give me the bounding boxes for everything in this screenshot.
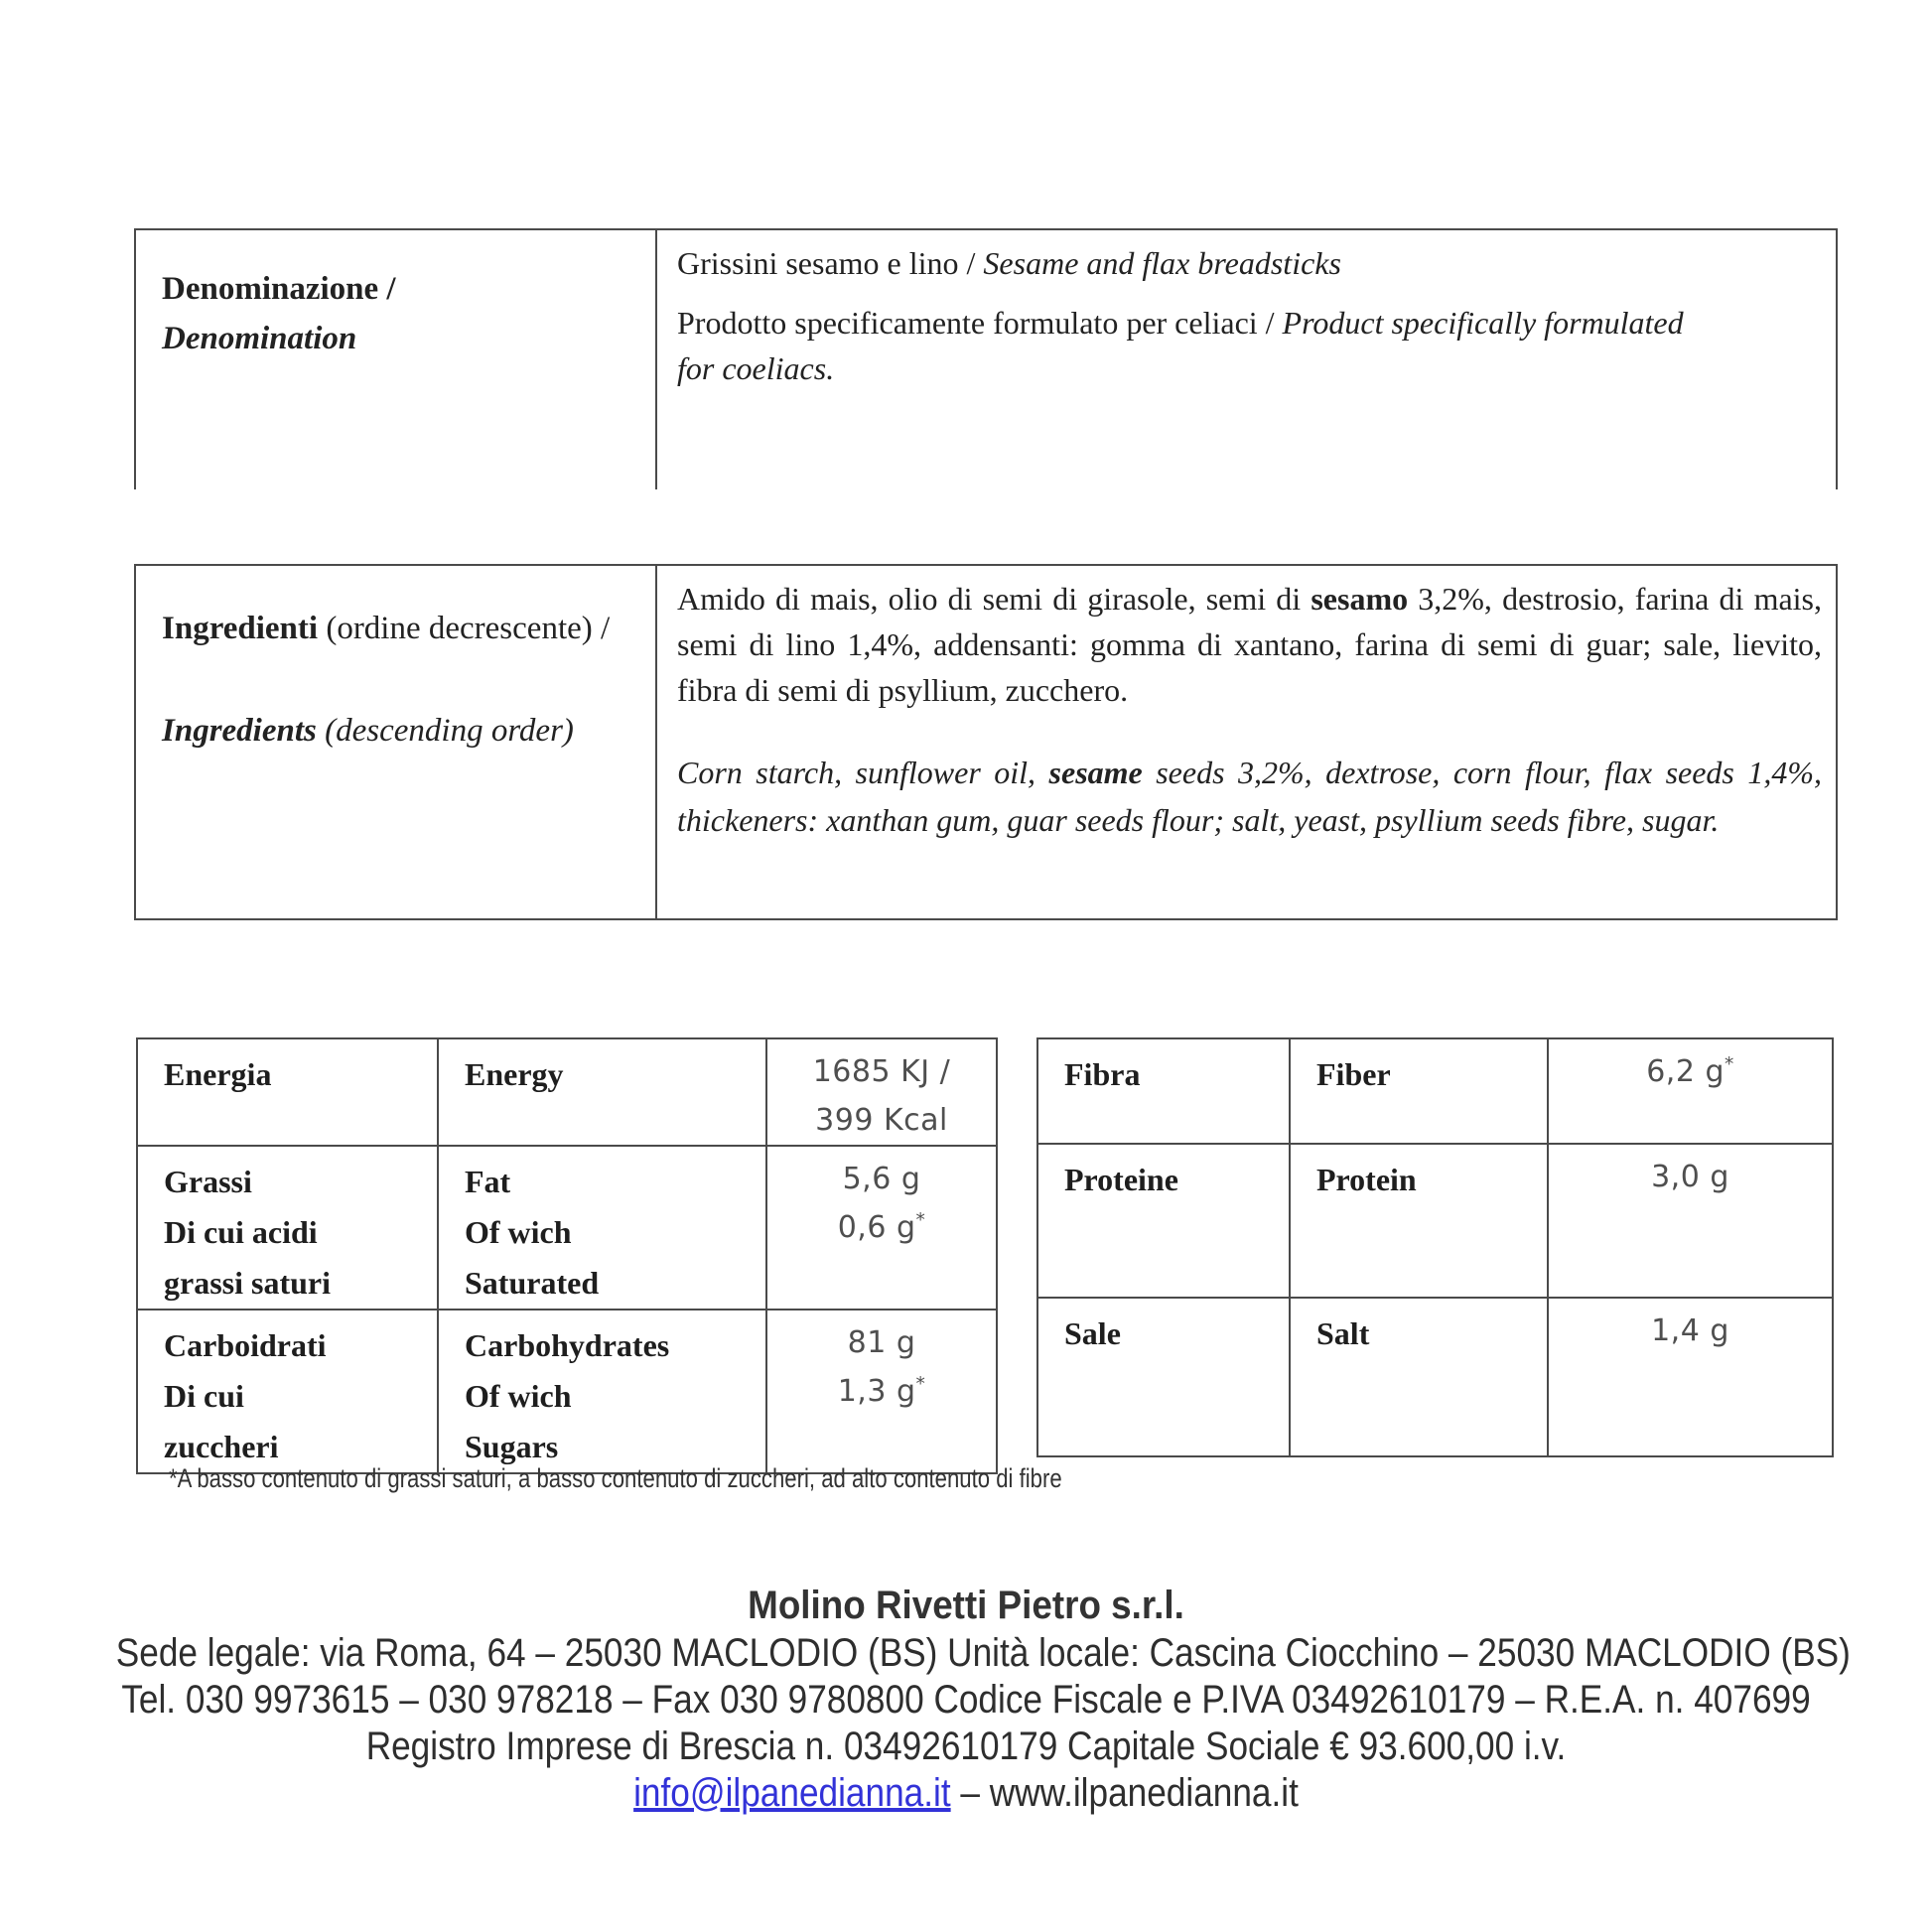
nutrient-label-line: Of wich bbox=[465, 1214, 572, 1250]
nutrient-label-line: Energy bbox=[465, 1056, 564, 1092]
ingredients-table bbox=[134, 564, 1838, 920]
asterisk: * bbox=[915, 1210, 926, 1231]
nutrient-value bbox=[766, 1146, 997, 1310]
ingredients-label-cell bbox=[136, 566, 657, 918]
nutrient-label-line: grassi saturi bbox=[164, 1265, 331, 1301]
product-name-it: Grissini sesamo e lino / bbox=[677, 245, 984, 281]
asterisk: * bbox=[915, 1374, 926, 1395]
nutrient-label-line: Carboidrati bbox=[164, 1327, 327, 1363]
value-line: 1685 KJ / bbox=[812, 1054, 951, 1089]
nutrient-label-line: Grassi bbox=[164, 1164, 252, 1199]
value-line: 1,3 g* bbox=[837, 1374, 926, 1409]
ingredients-paragraph-en bbox=[677, 749, 1822, 844]
product-claim-it: Prodotto specificamente formulato per celiaci / bbox=[677, 305, 1283, 341]
denomination-label-en: Denomination bbox=[162, 321, 357, 356]
nutrition-table-right bbox=[1036, 1037, 1834, 1457]
nutrition-row-energy bbox=[137, 1038, 997, 1146]
website-text: – www.ilpanedianna.it bbox=[950, 1771, 1299, 1815]
ingredients-it-pre: Amido di mais, olio di semi di girasole, semi di bbox=[677, 581, 1311, 617]
ingredients-en-sesame: sesame bbox=[1048, 755, 1143, 790]
nutrient-name-en bbox=[438, 1146, 766, 1310]
value-line: 81 g bbox=[847, 1325, 916, 1360]
product-name-line bbox=[677, 240, 1822, 286]
ingredients-en-pre: Corn starch, sunflower oil, bbox=[677, 755, 1049, 790]
nutrient-name-en: Protein bbox=[1290, 1144, 1548, 1298]
denomination-label-it: Denominazione / bbox=[162, 271, 396, 307]
nutrient-name-it bbox=[137, 1310, 438, 1473]
nutrient-label-line: Sugars bbox=[465, 1429, 559, 1464]
footer-web-line bbox=[116, 1770, 1816, 1817]
ingredients-label-it bbox=[162, 606, 633, 652]
nutrition-row-carbohydrates bbox=[137, 1310, 997, 1473]
nutrient-name-it: Fibra bbox=[1037, 1038, 1290, 1144]
nutrient-label-line: Saturated bbox=[465, 1265, 600, 1301]
value-line: 0,6 g* bbox=[837, 1210, 926, 1245]
email-link[interactable]: info@ilpanedianna.it bbox=[633, 1771, 951, 1815]
ingredients-label-en bbox=[162, 708, 633, 755]
product-name-en: Sesame and flax breadsticks bbox=[983, 245, 1341, 281]
nutrient-value: 3,0 g bbox=[1548, 1144, 1833, 1298]
nutrient-value: 1,4 g bbox=[1548, 1298, 1833, 1456]
nutrient-name-it: Proteine bbox=[1037, 1144, 1290, 1298]
nutrient-name-it bbox=[137, 1146, 438, 1310]
nutrient-value: 6,2 g* bbox=[1548, 1038, 1833, 1144]
ingredients-label-en-rest: (descending order) bbox=[316, 713, 574, 749]
nutrient-label-line: Of wich bbox=[465, 1378, 572, 1414]
ingredients-label-it-bold: Ingredienti bbox=[162, 611, 319, 646]
footer-registry-line: Registro Imprese di Brescia n. 03492610179 Capitale Sociale € 93.600,00 i.v. bbox=[365, 1725, 1567, 1768]
footer bbox=[0, 1581, 1932, 1817]
nutrient-label-line: Di cui bbox=[164, 1378, 244, 1414]
nutrient-label-line: Energia bbox=[164, 1056, 272, 1092]
product-claim-line bbox=[677, 300, 1822, 391]
product-claim-en: Product specifically formulated for coeliacs. bbox=[677, 305, 1684, 386]
ingredients-label-it-rest: (ordine decrescente) / bbox=[318, 611, 611, 646]
nutrient-value bbox=[766, 1038, 997, 1146]
denomination-value-cell bbox=[657, 230, 1836, 489]
company-name: Molino Rivetti Pietro s.r.l. bbox=[748, 1584, 1184, 1627]
footnote: *A basso contenuto di grassi saturi, a basso contenuto di zuccheri, ad alto contenuto di fibre bbox=[169, 1463, 1062, 1493]
nutrient-name-it bbox=[137, 1038, 438, 1146]
nutrient-value bbox=[766, 1310, 997, 1473]
nutrient-name-en bbox=[438, 1310, 766, 1473]
value-line: 5,6 g bbox=[842, 1162, 921, 1196]
nutrition-row-salt bbox=[1037, 1298, 1833, 1456]
ingredients-value-cell bbox=[657, 566, 1836, 918]
nutrient-label-line: Di cui acidi bbox=[164, 1214, 318, 1250]
nutrient-name-en: Fiber bbox=[1290, 1038, 1548, 1144]
ingredients-paragraph-it bbox=[677, 576, 1822, 713]
ingredients-it-post: 3,2%, destrosio, farina di mais, semi di lino 1,4%, addensanti: gomma di xantano, farina di semi di guar; sale, lievito, fibra di semi di psyllium, zucchero. bbox=[677, 581, 1823, 708]
nutrition-row-protein bbox=[1037, 1144, 1833, 1298]
value-line: 399 Kcal bbox=[815, 1103, 948, 1138]
nutrient-name-it: Sale bbox=[1037, 1298, 1290, 1456]
nutrition-table-left bbox=[136, 1037, 998, 1474]
nutrition-row-fat bbox=[137, 1146, 997, 1310]
nutrient-name-en: Salt bbox=[1290, 1298, 1548, 1456]
ingredients-label-en-bold: Ingredients bbox=[162, 713, 317, 749]
asterisk: * bbox=[1725, 1054, 1734, 1075]
nutrient-label-line: Carbohydrates bbox=[465, 1327, 670, 1363]
footer-contacts-line: Tel. 030 9973615 – 030 978218 – Fax 030 9780800 Codice Fiscale e P.IVA 03492610179 – R.E.A. n. 407699 bbox=[121, 1678, 1811, 1722]
footer-address-line: Sede legale: via Roma, 64 – 25030 MACLODIO (BS) Unità locale: Cascina Ciocchino – 25030 MACLODIO (BS) bbox=[115, 1631, 1851, 1675]
denomination-table bbox=[134, 228, 1838, 489]
nutrient-label-line: zuccheri bbox=[164, 1429, 279, 1464]
denomination-label-cell bbox=[136, 230, 657, 489]
ingredients-it-sesamo: sesamo bbox=[1311, 581, 1409, 617]
ingredients-en-post: seeds 3,2%, dextrose, corn flour, flax seeds 1,4%, thickeners: xanthan gum, guar seeds flour; salt, yeast, psyllium seeds fibre, sugar. bbox=[677, 755, 1823, 838]
nutrition-row-fiber bbox=[1037, 1038, 1833, 1144]
nutrient-label-line: Fat bbox=[465, 1164, 511, 1199]
nutrient-name-en bbox=[438, 1038, 766, 1146]
